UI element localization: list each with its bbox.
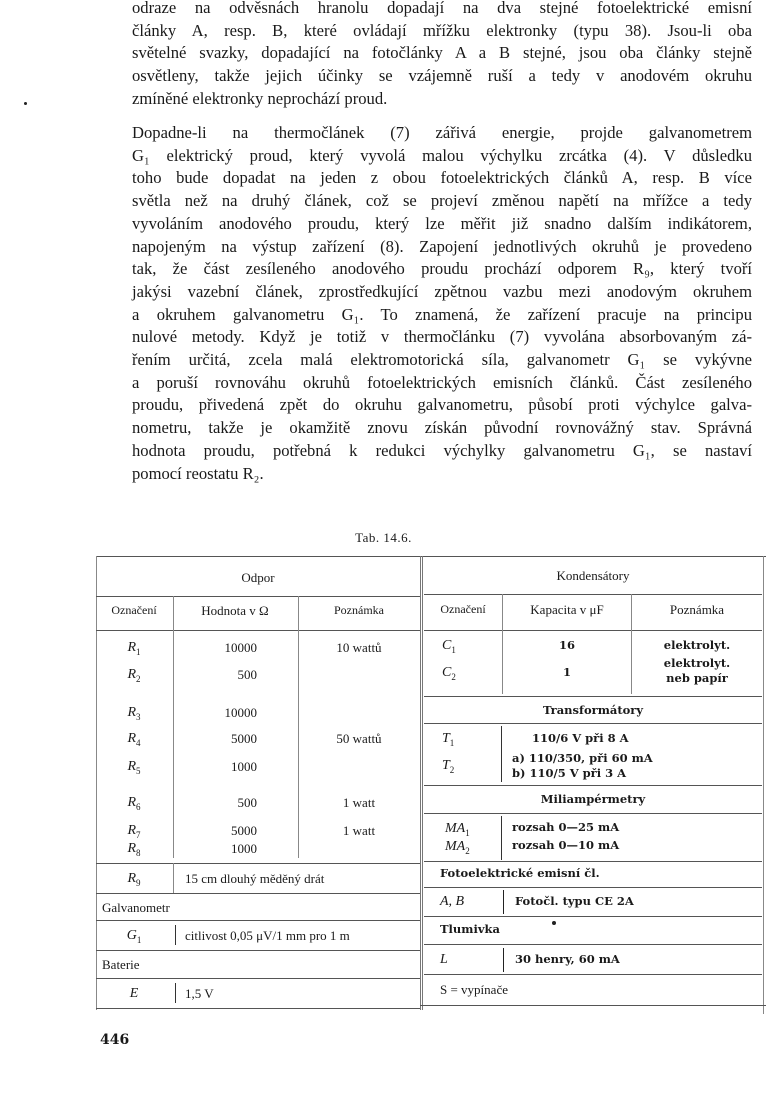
resistor-r6-value: 500 [237, 795, 257, 810]
tlumivka-l: L [440, 952, 448, 967]
resistor-r7-note: 1 watt [342, 823, 376, 838]
transformer-t2: $T_2$ [442, 758, 455, 775]
text-line: články A, resp. B, které ovládají mřížku elektronky (typu 38). Jsou-li oba [132, 20, 752, 40]
resistor-r4-value: 5000 [231, 731, 257, 746]
capacitor-c2-note2: neb papír [666, 671, 728, 685]
tlumivka-desc: 30 henry, 60 mA [515, 952, 620, 966]
baterie-title: Baterie [102, 957, 140, 972]
resistor-r4-note: 50 wattů [336, 731, 382, 746]
text-line: a poruší rovnováhu okruhů fotoelektrických emisních článků. Část zesíleného [132, 372, 752, 392]
resistor-r3-value: 10000 [224, 705, 257, 720]
text-line: pomocí reostatu R₂. [132, 463, 264, 483]
capacitor-c1: $C_1$ [442, 638, 456, 655]
capacitor-c2-value: 1 [562, 665, 571, 679]
text-line: nometru, takže je okamžitě znovu získán původní rovnovážný stav. Správná [132, 418, 752, 438]
stray-dot [24, 102, 27, 105]
table-caption: Tab. 14.6. [355, 530, 412, 545]
odpor-header-poznamka: Poznámka [334, 603, 384, 617]
galvanometr-title: Galvanometr [102, 900, 170, 915]
resistor-r5: $R_5$ [127, 759, 141, 776]
text-line: světla než na druhý článek, což se projeví změnou napětí na mřížce a tedy [132, 191, 752, 211]
resistor-r6: $R_6$ [127, 795, 141, 812]
odpor-title: Odpor [241, 570, 275, 585]
ammeter-ma2-desc: rozsah 0—10 mA [512, 838, 620, 852]
resistor-r2: $R_2$ [127, 667, 141, 684]
text-line: odraze na odvěsnách hranolu dopadají na dva stejné fotoelektrické emisní [132, 0, 752, 17]
baterie-desc: 1,5 V [185, 986, 214, 1001]
text-line: tak, že část zesíleného anodového proudu prochází odporem R₉, který tvoří [132, 259, 752, 279]
text-line: Dopadne-li na thermočlánek (7) zářivá energie, projde galvanometrem [132, 123, 752, 142]
miliampermetry-title: Miliampérmetry [540, 792, 646, 806]
kondensatory-header-poznamka: Poznámka [669, 602, 725, 617]
text-line: G₁ elektrický proud, který vyvolá malou výchylku zrcátka (4). V důsledku [132, 145, 752, 165]
resistor-r1-value: 10000 [224, 640, 257, 655]
text-line: toho bude dopadat na jeden z obou fotoelektrických článků A, resp. B více [132, 168, 752, 188]
capacitor-c2-note: elektrolyt. [663, 656, 731, 670]
text-line: a okruhem galvanometru G₁. To znamená, že zařízení pracuje na principu [132, 304, 752, 324]
resistor-r9: $R_9$ [127, 871, 141, 888]
galvanometr-g1: $G_1$ [126, 928, 142, 945]
galvanometr-desc: citlivost 0,05 μV/1 mm pro 1 m [185, 928, 350, 943]
ammeter-ma1-desc: rozsah 0—25 mA [512, 820, 620, 834]
transformer-t2-desc-b: b) 110/5 V při 3 A [512, 766, 627, 780]
paragraph-1 [132, 0, 752, 111]
kondensatory-header-oznaceni: Označení [440, 602, 486, 616]
paragraph-2 [132, 122, 752, 485]
ammeter-ma1: $MA_1$ [445, 821, 470, 838]
kondensatory-header-kapacita: Kapacita v μF [530, 602, 604, 617]
kondensatory-title: Kondensátory [556, 568, 630, 583]
resistor-r3: $R_3$ [127, 705, 141, 722]
text-line: jakýsi vazební článek, zprostředkující zpětnou vazbu mezi anodovým okruhem [132, 281, 752, 301]
text-line: světelné svazky, dopadající na fotočlánky A a B stejné, jsou oba články stejně [132, 43, 752, 63]
vypinace-note: S = vypínače [440, 982, 508, 997]
resistor-r7: $R_7$ [127, 823, 141, 840]
transformer-t2-desc-a: a) 110/350, při 60 mA [512, 751, 653, 765]
text-line: řením určitá, zcela malá elektromotorická síla, galvanometr G₁ se vykývne [132, 350, 752, 370]
resistor-r1: $R_1$ [127, 640, 141, 657]
resistor-r5-value: 1000 [231, 759, 257, 774]
resistor-r8-value: 1000 [231, 841, 257, 856]
text-line: nulové metody. Když je totiž v thermočlánku (7) vyvolána absorbovaným zá- [132, 327, 752, 347]
ink-dot [552, 921, 556, 925]
tlumivka-title: Tlumivka [440, 922, 500, 936]
odpor-header-oznaceni: Označení [111, 603, 157, 617]
resistor-r8: $R_8$ [127, 841, 141, 858]
baterie-e: E [129, 986, 139, 1001]
text-line: osvětleny, takže jejich účinky se vzájemně ruší a tedy v anodovém okruhu [132, 66, 752, 86]
resistor-r6-note: 1 watt [342, 795, 376, 810]
page-number: 446 [100, 1032, 130, 1048]
capacitor-c1-value: 16 [558, 638, 575, 652]
text-line: napojeným na výstup zařízení (8). Zapojení jednotlivých okruhů je provedeno [132, 236, 752, 256]
resistor-r9-desc: 15 cm dlouhý měděný drát [185, 871, 325, 886]
text-line: proudu, přivedená zpět do okruhu galvanometru, působí proti výchylce galva- [132, 395, 752, 415]
transformer-t1: $T_1$ [442, 731, 455, 748]
odpor-header-hodnota: Hodnota v Ω [201, 603, 269, 618]
text-line: hodnota proudu, potřebná k redukci výchylky galvanometru G₁, se nastaví [132, 440, 752, 460]
transformatory-title: Transformátory [542, 703, 644, 717]
transformer-t1-desc: 110/6 V při 8 A [532, 731, 629, 745]
resistor-r7-value: 5000 [231, 823, 257, 838]
fotoclanky-desc: Fotočl. typu CE 2A [515, 894, 634, 908]
resistor-r2-value: 500 [237, 667, 257, 682]
ammeter-ma2: $MA_2$ [445, 839, 470, 856]
capacitor-c2: $C_2$ [442, 665, 456, 682]
fotoclanky-title: Fotoelektrické emisní čl. [440, 866, 600, 880]
resistor-r4: $R_4$ [127, 731, 141, 748]
resistor-r1-note: 10 wattů [336, 640, 382, 655]
capacitor-c1-note: elektrolyt. [663, 638, 731, 652]
text-line: zmíněné elektronky neprochází proud. [132, 88, 388, 108]
text-line: vyvoláním anodového proudu, který lze měřit již snadno dalším indikátorem, [132, 213, 752, 233]
fotoclanky-ab: A, B [440, 894, 465, 909]
